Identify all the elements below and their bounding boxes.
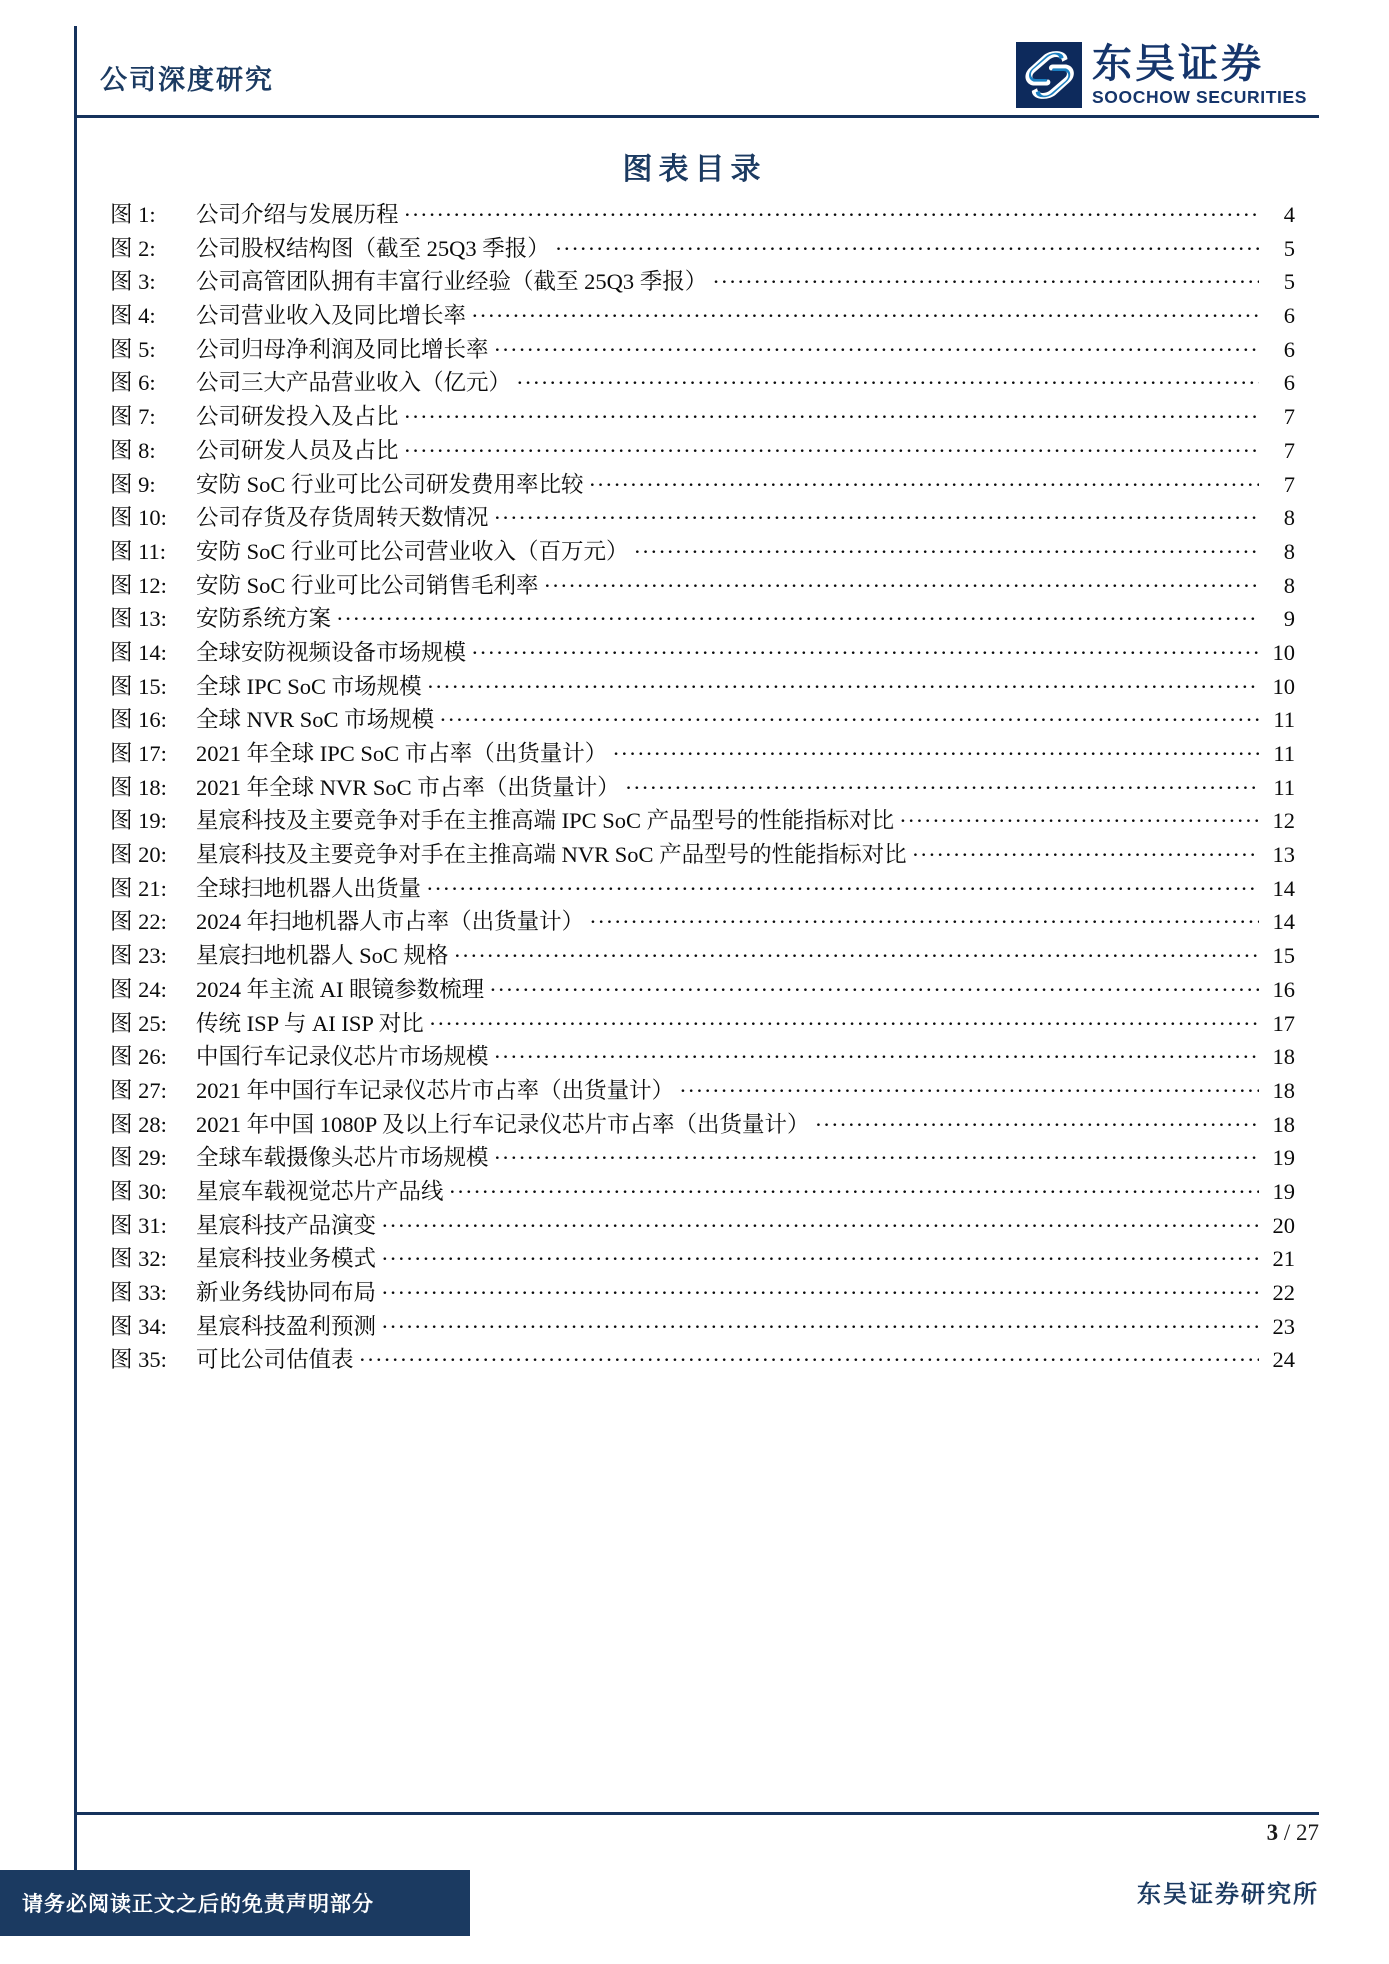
toc-entry-page: 10 bbox=[1272, 673, 1295, 699]
toc-entry-title: 2021 年中国 1080P 及以上行车记录仪芯片市占率（出货量计） bbox=[196, 1111, 810, 1137]
toc-leader-dots bbox=[472, 301, 1259, 323]
toc-entry-page: 11 bbox=[1273, 707, 1295, 733]
toc-entry-label: 图 21: bbox=[110, 875, 167, 901]
toc-entry-title: 全球扫地机器人出货量 bbox=[196, 875, 422, 901]
toc-entry-label: 图 12: bbox=[110, 572, 167, 598]
toc-entry-page: 8 bbox=[1283, 505, 1295, 531]
toc-entry-page: 11 bbox=[1273, 774, 1295, 800]
toc-entry-title: 星宸科技产品演变 bbox=[196, 1212, 377, 1238]
table-of-figures bbox=[110, 197, 1295, 1376]
toc-entry[interactable] bbox=[110, 298, 1295, 332]
toc-leader-dots bbox=[455, 941, 1259, 963]
toc-entry-label: 图 20: bbox=[110, 842, 167, 868]
toc-entry[interactable] bbox=[110, 1073, 1295, 1107]
toc-entry[interactable] bbox=[110, 871, 1295, 905]
toc-entry-page: 14 bbox=[1272, 875, 1295, 901]
toc-leader-dots bbox=[440, 705, 1259, 727]
toc-entry-title: 2024 年主流 AI 眼镜参数梳理 bbox=[196, 976, 485, 1002]
toc-entry-label: 图 10: bbox=[110, 505, 167, 531]
page-header bbox=[74, 26, 1319, 114]
report-type-title: 公司深度研究 bbox=[100, 65, 274, 95]
toc-entry-label: 图 33: bbox=[110, 1280, 167, 1305]
toc-entry[interactable] bbox=[110, 1275, 1295, 1309]
toc-leader-dots bbox=[545, 571, 1259, 593]
toc-leader-dots bbox=[613, 739, 1259, 761]
toc-entry[interactable] bbox=[110, 467, 1295, 501]
toc-entry-page: 23 bbox=[1272, 1313, 1295, 1339]
toc-entry[interactable] bbox=[110, 972, 1295, 1006]
left-vertical-rule bbox=[74, 26, 77, 1904]
toc-leader-dots bbox=[382, 1244, 1259, 1266]
brand-logo-text bbox=[1092, 40, 1307, 107]
toc-entry-title: 新业务线协同布局 bbox=[196, 1280, 377, 1305]
toc-entry-page: 14 bbox=[1272, 909, 1295, 935]
toc-entry[interactable] bbox=[110, 702, 1295, 736]
toc-entry[interactable] bbox=[110, 837, 1295, 871]
toc-entry-page: 8 bbox=[1283, 572, 1295, 598]
page-number-current: 3 bbox=[1266, 1820, 1279, 1845]
toc-leader-dots bbox=[430, 1009, 1259, 1031]
toc-entry-page: 10 bbox=[1272, 639, 1295, 665]
toc-entry-label: 图 15: bbox=[110, 673, 167, 699]
toc-entry[interactable] bbox=[110, 399, 1295, 433]
toc-entry-title: 公司归母净利润及同比增长率 bbox=[196, 336, 489, 362]
toc-leader-dots bbox=[495, 1042, 1259, 1064]
toc-entry[interactable] bbox=[110, 1107, 1295, 1141]
toc-leader-dots bbox=[405, 200, 1259, 222]
toc-entry-page: 5 bbox=[1283, 269, 1295, 295]
soochow-s-mark-icon bbox=[1016, 42, 1082, 108]
toc-entry[interactable] bbox=[110, 635, 1295, 669]
toc-leader-dots bbox=[495, 1143, 1259, 1165]
toc-entry[interactable] bbox=[110, 601, 1295, 635]
toc-entry-label: 图 18: bbox=[110, 774, 167, 800]
toc-entry-page: 7 bbox=[1283, 471, 1295, 497]
toc-leader-dots bbox=[626, 773, 1259, 795]
toc-entry-page: 19 bbox=[1272, 1178, 1295, 1204]
toc-entry-label: 图 35: bbox=[110, 1347, 167, 1373]
toc-entry-page: 4 bbox=[1283, 202, 1295, 227]
toc-entry-title: 星宸科技及主要竞争对手在主推高端 IPC SoC 产品型号的性能指标对比 bbox=[196, 808, 895, 834]
toc-entry-label: 图 13: bbox=[110, 606, 167, 632]
toc-entry-page: 11 bbox=[1273, 741, 1295, 766]
toc-entry-title: 安防 SoC 行业可比公司研发费用率比较 bbox=[196, 471, 584, 497]
toc-entry[interactable] bbox=[110, 264, 1295, 298]
toc-leader-dots bbox=[472, 638, 1259, 660]
brand-logo bbox=[1016, 42, 1307, 108]
toc-entry-page: 15 bbox=[1272, 943, 1295, 969]
toc-entry-page: 6 bbox=[1283, 370, 1295, 396]
toc-entry-page: 19 bbox=[1272, 1145, 1295, 1171]
toc-entry-page: 18 bbox=[1272, 1111, 1295, 1137]
toc-entry-title: 安防 SoC 行业可比公司销售毛利率 bbox=[196, 572, 539, 598]
toc-entry-label: 图 30: bbox=[110, 1178, 167, 1204]
toc-entry-title: 公司营业收入及同比增长率 bbox=[196, 303, 467, 329]
toc-leader-dots bbox=[405, 402, 1259, 424]
toc-entry-title: 2024 年扫地机器人市占率（出货量计） bbox=[196, 909, 585, 935]
toc-entry-page: 17 bbox=[1272, 1010, 1295, 1036]
toc-entry-page: 16 bbox=[1272, 976, 1295, 1002]
toc-entry-label: 图 19: bbox=[110, 808, 167, 834]
toc-entry-page: 18 bbox=[1272, 1044, 1295, 1070]
toc-entry-label: 图 34: bbox=[110, 1313, 167, 1339]
page-number-separator: / bbox=[1278, 1820, 1296, 1845]
toc-leader-dots bbox=[590, 470, 1259, 492]
toc-entry[interactable] bbox=[110, 365, 1295, 399]
toc-entry-title: 全球车载摄像头芯片市场规模 bbox=[196, 1145, 489, 1171]
toc-entry-label: 图 14: bbox=[110, 639, 167, 665]
disclaimer-banner: 请务必阅读正文之后的免责声明部分 bbox=[0, 1870, 470, 1936]
toc-leader-dots bbox=[427, 874, 1259, 896]
brand-name-en: SOOCHOW SECURITIES bbox=[1092, 86, 1307, 107]
toc-entry[interactable] bbox=[110, 1241, 1295, 1275]
toc-entry-title: 公司三大产品营业收入（亿元） bbox=[196, 370, 512, 396]
toc-entry-title: 2021 年全球 IPC SoC 市占率（出货量计） bbox=[196, 741, 608, 766]
toc-leader-dots bbox=[900, 806, 1259, 828]
toc-entry-title: 传统 ISP 与 AI ISP 对比 bbox=[196, 1010, 424, 1036]
toc-entry-title: 安防 SoC 行业可比公司营业收入（百万元） bbox=[196, 538, 629, 564]
toc-entry-title: 星宸车载视觉芯片产品线 bbox=[196, 1178, 444, 1204]
toc-entry[interactable] bbox=[110, 1140, 1295, 1174]
toc-entry-page: 6 bbox=[1283, 303, 1295, 329]
toc-entry[interactable] bbox=[110, 534, 1295, 568]
page-number-total: 27 bbox=[1296, 1820, 1319, 1845]
footer-divider bbox=[74, 1812, 1319, 1815]
toc-entry-title: 可比公司估值表 bbox=[196, 1347, 354, 1373]
toc-leader-dots bbox=[382, 1211, 1259, 1233]
toc-entry[interactable] bbox=[110, 1208, 1295, 1242]
toc-entry-label: 图 28: bbox=[110, 1111, 167, 1137]
toc-entry-page: 18 bbox=[1272, 1077, 1295, 1103]
toc-entry-label: 图 2: bbox=[110, 235, 156, 261]
toc-entry-title: 星宸科技及主要竞争对手在主推高端 NVR SoC 产品型号的性能指标对比 bbox=[196, 842, 907, 868]
toc-entry-page: 6 bbox=[1283, 336, 1295, 362]
toc-entry-label: 图 22: bbox=[110, 909, 167, 935]
toc-entry-label: 图 25: bbox=[110, 1010, 167, 1036]
toc-entry-title: 中国行车记录仪芯片市场规模 bbox=[196, 1044, 489, 1070]
toc-entry-title: 2021 年全球 NVR SoC 市占率（出货量计） bbox=[196, 774, 620, 800]
toc-entry[interactable] bbox=[110, 1309, 1295, 1343]
toc-entry[interactable] bbox=[110, 1006, 1295, 1040]
toc-entry[interactable] bbox=[110, 1342, 1295, 1376]
toc-leader-dots bbox=[816, 1110, 1259, 1132]
toc-entry-page: 7 bbox=[1283, 404, 1295, 430]
toc-leader-dots bbox=[405, 436, 1259, 458]
toc-entry-page: 13 bbox=[1272, 842, 1295, 868]
header-divider bbox=[74, 115, 1319, 118]
toc-entry[interactable] bbox=[110, 332, 1295, 366]
toc-entry-label: 图 9: bbox=[110, 471, 156, 497]
toc-entry[interactable] bbox=[110, 1174, 1295, 1208]
toc-leader-dots bbox=[490, 975, 1259, 997]
toc-entry[interactable] bbox=[110, 1039, 1295, 1073]
toc-entry-title: 全球 NVR SoC 市场规模 bbox=[196, 707, 435, 733]
toc-entry-title: 全球 IPC SoC 市场规模 bbox=[196, 673, 422, 699]
toc-entry-label: 图 29: bbox=[110, 1145, 167, 1171]
toc-entry-title: 2021 年中国行车记录仪芯片市占率（出货量计） bbox=[196, 1077, 675, 1103]
toc-leader-dots bbox=[713, 267, 1259, 289]
toc-entry[interactable] bbox=[110, 938, 1295, 972]
toc-entry-title: 星宸科技盈利预测 bbox=[196, 1313, 377, 1339]
toc-entry-page: 12 bbox=[1272, 808, 1295, 834]
toc-entry[interactable] bbox=[110, 568, 1295, 602]
toc-entry-page: 8 bbox=[1283, 538, 1295, 564]
toc-entry-label: 图 32: bbox=[110, 1246, 167, 1272]
toc-entry-page: 22 bbox=[1272, 1280, 1295, 1305]
toc-leader-dots bbox=[495, 335, 1259, 357]
toc-entry-page: 5 bbox=[1283, 235, 1295, 261]
toc-entry-label: 图 4: bbox=[110, 303, 156, 329]
toc-entry-title: 全球安防视频设备市场规模 bbox=[196, 639, 467, 665]
toc-entry-label: 图 31: bbox=[110, 1212, 167, 1238]
toc-entry[interactable] bbox=[110, 736, 1295, 770]
toc-leader-dots bbox=[495, 503, 1259, 525]
toc-entry[interactable] bbox=[110, 197, 1295, 231]
page-title: 图表目录 bbox=[622, 153, 767, 186]
toc-leader-dots bbox=[913, 840, 1259, 862]
toc-leader-dots bbox=[450, 1177, 1259, 1199]
toc-entry-label: 图 27: bbox=[110, 1077, 167, 1103]
toc-entry-label: 图 1: bbox=[110, 202, 156, 227]
toc-entry-title: 公司股权结构图（截至 25Q3 季报） bbox=[196, 235, 550, 261]
toc-entry-page: 20 bbox=[1272, 1212, 1295, 1238]
toc-entry[interactable] bbox=[110, 500, 1295, 534]
brand-name-cn: 东吴证券 bbox=[1092, 40, 1265, 86]
toc-leader-dots bbox=[517, 368, 1259, 390]
toc-entry-title: 公司高管团队拥有丰富行业经验（截至 25Q3 季报） bbox=[196, 269, 708, 295]
toc-entry[interactable] bbox=[110, 433, 1295, 467]
toc-entry-title: 公司介绍与发展历程 bbox=[196, 202, 399, 227]
toc-entry-page: 24 bbox=[1272, 1347, 1295, 1373]
toc-leader-dots bbox=[590, 907, 1259, 929]
toc-leader-dots bbox=[382, 1278, 1259, 1300]
toc-leader-dots bbox=[337, 604, 1259, 626]
toc-entry-title: 公司研发人员及占比 bbox=[196, 437, 399, 463]
toc-entry-title: 公司研发投入及占比 bbox=[196, 404, 399, 430]
toc-entry[interactable] bbox=[110, 231, 1295, 265]
toc-entry-label: 图 26: bbox=[110, 1044, 167, 1070]
toc-leader-dots bbox=[428, 672, 1259, 694]
toc-entry-title: 安防系统方案 bbox=[196, 606, 332, 632]
toc-leader-dots bbox=[635, 537, 1259, 559]
toc-entry[interactable] bbox=[110, 669, 1295, 703]
toc-entry-title: 星宸扫地机器人 SoC 规格 bbox=[196, 943, 449, 969]
toc-entry[interactable] bbox=[110, 904, 1295, 938]
toc-entry-title: 公司存货及存货周转天数情况 bbox=[196, 505, 489, 531]
institution-name: 东吴证券研究所 bbox=[1137, 1882, 1319, 1908]
toc-entry-label: 图 11: bbox=[110, 538, 167, 564]
toc-leader-dots bbox=[556, 234, 1259, 256]
toc-entry-label: 图 16: bbox=[110, 707, 167, 733]
toc-leader-dots bbox=[360, 1345, 1259, 1367]
toc-entry-label: 图 6: bbox=[110, 370, 156, 396]
toc-entry-title: 星宸科技业务模式 bbox=[196, 1246, 377, 1272]
toc-entry-page: 9 bbox=[1283, 606, 1295, 632]
toc-entry-label: 图 24: bbox=[110, 976, 167, 1002]
toc-entry-label: 图 23: bbox=[110, 943, 167, 969]
toc-entry-label: 图 17: bbox=[110, 741, 167, 766]
toc-entry-label: 图 8: bbox=[110, 437, 156, 463]
toc-entry-label: 图 3: bbox=[110, 269, 156, 295]
toc-entry-label: 图 5: bbox=[110, 336, 156, 362]
toc-leader-dots bbox=[680, 1076, 1259, 1098]
toc-entry-label: 图 7: bbox=[110, 404, 156, 430]
toc-entry[interactable] bbox=[110, 770, 1295, 804]
toc-entry[interactable] bbox=[110, 803, 1295, 837]
toc-entry-page: 7 bbox=[1283, 437, 1295, 463]
page-number bbox=[1267, 1820, 1319, 1846]
toc-leader-dots bbox=[382, 1312, 1259, 1334]
toc-entry-page: 21 bbox=[1272, 1246, 1295, 1272]
